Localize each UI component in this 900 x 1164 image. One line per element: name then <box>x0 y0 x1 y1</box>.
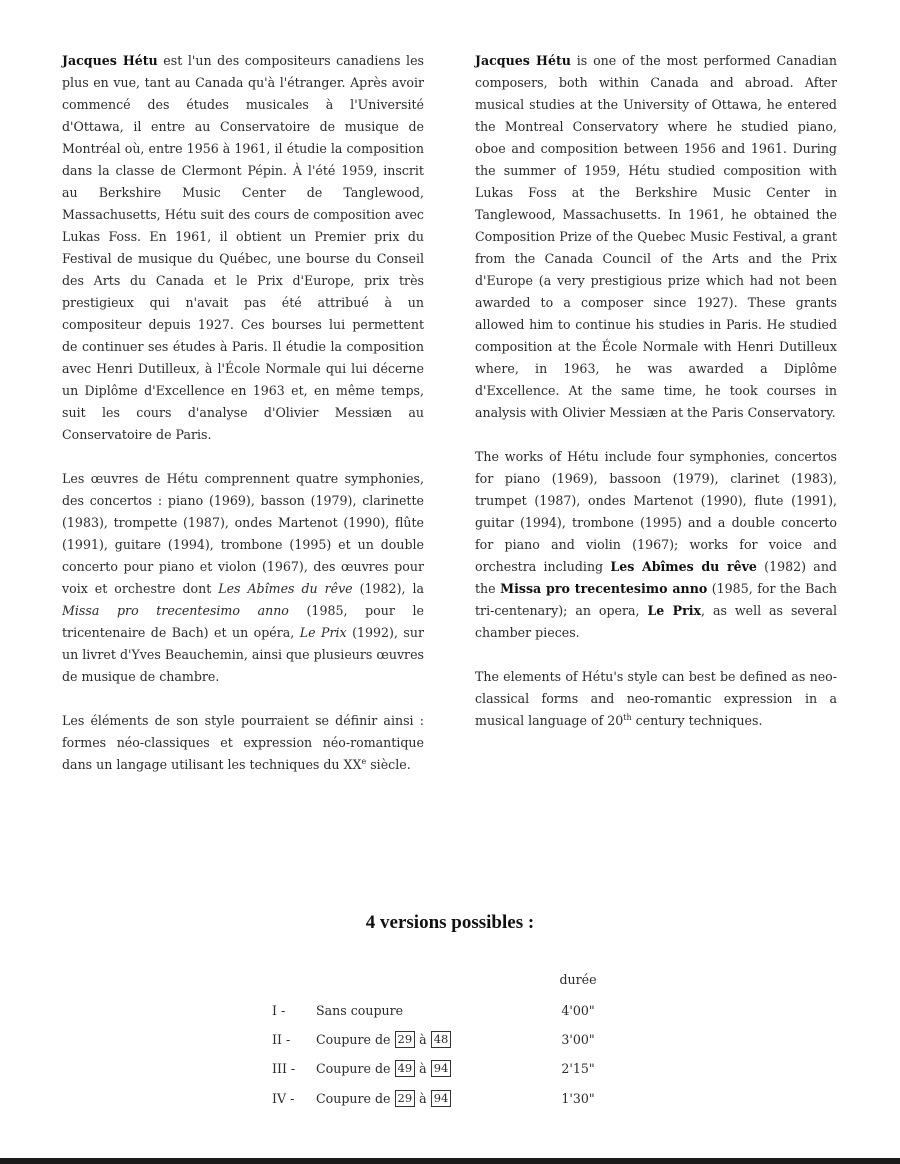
french-paragraph-style: Les éléments de son style pourraient se définir ainsi : formes néo-classiques et expression néo-romantique dans un langage utilisant les techniques du XXe siècle. <box>62 713 424 772</box>
duration-column-header: durée <box>559 972 597 987</box>
version-duration: 1'30" <box>561 1091 595 1106</box>
version-description: Sans coupure <box>316 1003 404 1018</box>
version-number: I - <box>272 1003 286 1018</box>
french-paragraph-works: Les œuvres de Hétu comprennent quatre symphonies, des concertos : piano (1969), basson (1979), clarinette (1983), trompette (1987), ondes Martenot (1990), flûte (1991), guitare (1994), trombone (1995) et un double concerto pour piano et violon (1967), des œuvres pour voix et orchestre dont Les Abîmes du rêve (1982), la Missa pro trecentesimo anno (1985, pour le tricentenaire de Bach) et un opéra, Le Prix (1992), sur un livret d'Yves Beauchemin, ainsi que plusieurs œuvres de musique de chambre. <box>62 471 424 684</box>
rehearsal-mark: 94 <box>431 1090 452 1107</box>
version-description: Coupure de 29 à 48 <box>316 1029 536 1051</box>
version-duration: 3'00" <box>561 1032 595 1047</box>
version-number: IV - <box>272 1091 295 1106</box>
version-duration: 2'15" <box>561 1061 595 1076</box>
work-title: Les Abîmes du rêve <box>610 559 757 574</box>
work-title: Les Abîmes du rêve <box>218 581 353 596</box>
french-paragraph-biography: Jacques Hétu est l'un des compositeurs canadiens les plus en vue, tant au Canada qu'à l'étranger. Après avoir commencé des études musicales à l'Université d'Ottawa, il entre au Conservatoire de musique de Montréal où, entre 1956 à 1961, il étudie la composition dans la classe de Clermont Pépin. À l'été 1959, inscrit au Berkshire Music Center de Tanglewood, Massachusetts, Hétu suit des cours de composition avec Lukas Foss. En 1961, il obtient un Premier prix du Festival de musique du Québec, une bourse du Conseil des Arts du Canada et le Prix d'Europe, prix très prestigieux qui n'avait pas été attribué à un compositeur depuis 1927. Ces bourses lui permettent de continuer ses études à Paris. Il étudie la composition avec Henri Dutilleux, à l'École Normale qui lui décerne un Diplôme d'Excellence en 1963 et, en même temps, suit les cours d'analyse d'Olivier Messiæn au Conservatoire de Paris. <box>62 53 424 442</box>
english-paragraph-biography: Jacques Hétu is one of the most performed Canadian composers, both within Canada and abroad. After musical studies at the University of Ottawa, he entered the Montreal Conservatory where he studied piano, oboe and composition between 1956 and 1961. During the summer of 1959, Hétu studied composition with Lukas Foss at the Berkshire Music Center in Tanglewood, Massachusetts. In 1961, he obtained the Composition Prize of the Quebec Music Festival, a grant from the Canada Council of the Arts and the Prix d'Europe (a very prestigious prize which had not been awarded to a composer since 1927). These grants allowed him to continue his studies in Paris. He studied composition at the École Normale with Henri Dutilleux where, in 1963, he was awarded a Diplôme d'Excellence. At the same time, he took courses in analysis with Olivier Messiæn at the Paris Conservatory. <box>475 53 837 420</box>
rehearsal-mark: 49 <box>395 1060 416 1077</box>
rehearsal-mark: 48 <box>431 1031 452 1048</box>
rehearsal-mark: 29 <box>395 1090 416 1107</box>
french-column <box>62 50 424 798</box>
english-paragraph-style: The elements of Hétu's style can best be defined as neo-classical forms and neo-romantic expression in a musical language of 20th century techniques. <box>475 669 837 728</box>
version-duration: 4'00" <box>561 1003 595 1018</box>
composer-name: Jacques Hétu <box>62 53 158 68</box>
english-paragraph-works: The works of Hétu include four symphonies, concertos for piano (1969), bassoon (1979), clarinet (1983), trumpet (1987), ondes Martenot (1990), flute (1991), guitar (1994), trombone (1995) and a double concerto for piano and violin (1967); works for voice and orchestra including Les Abîmes du rêve (1982) and the Missa pro trecentesimo anno (1985, for the Bach tri-centenary); an opera, Le Prix, as well as several chamber pieces. <box>475 449 837 640</box>
work-title: Missa pro trecentesimo anno <box>62 603 289 618</box>
composer-name: Jacques Hétu <box>475 53 571 68</box>
work-title: Le Prix <box>647 603 702 618</box>
work-title: Missa pro trecentesimo anno <box>500 581 708 596</box>
work-title: Le Prix <box>299 625 347 640</box>
version-description: Coupure de 29 à 94 <box>316 1088 536 1110</box>
rehearsal-mark: 29 <box>395 1031 416 1048</box>
version-number: III - <box>272 1061 296 1076</box>
rehearsal-mark: 94 <box>431 1060 452 1077</box>
versions-heading: 4 versions possibles : <box>365 912 535 933</box>
english-column <box>475 50 837 754</box>
page-bottom-border <box>0 1158 900 1164</box>
version-number: II - <box>272 1032 291 1047</box>
version-description: Coupure de 49 à 94 <box>316 1058 536 1080</box>
